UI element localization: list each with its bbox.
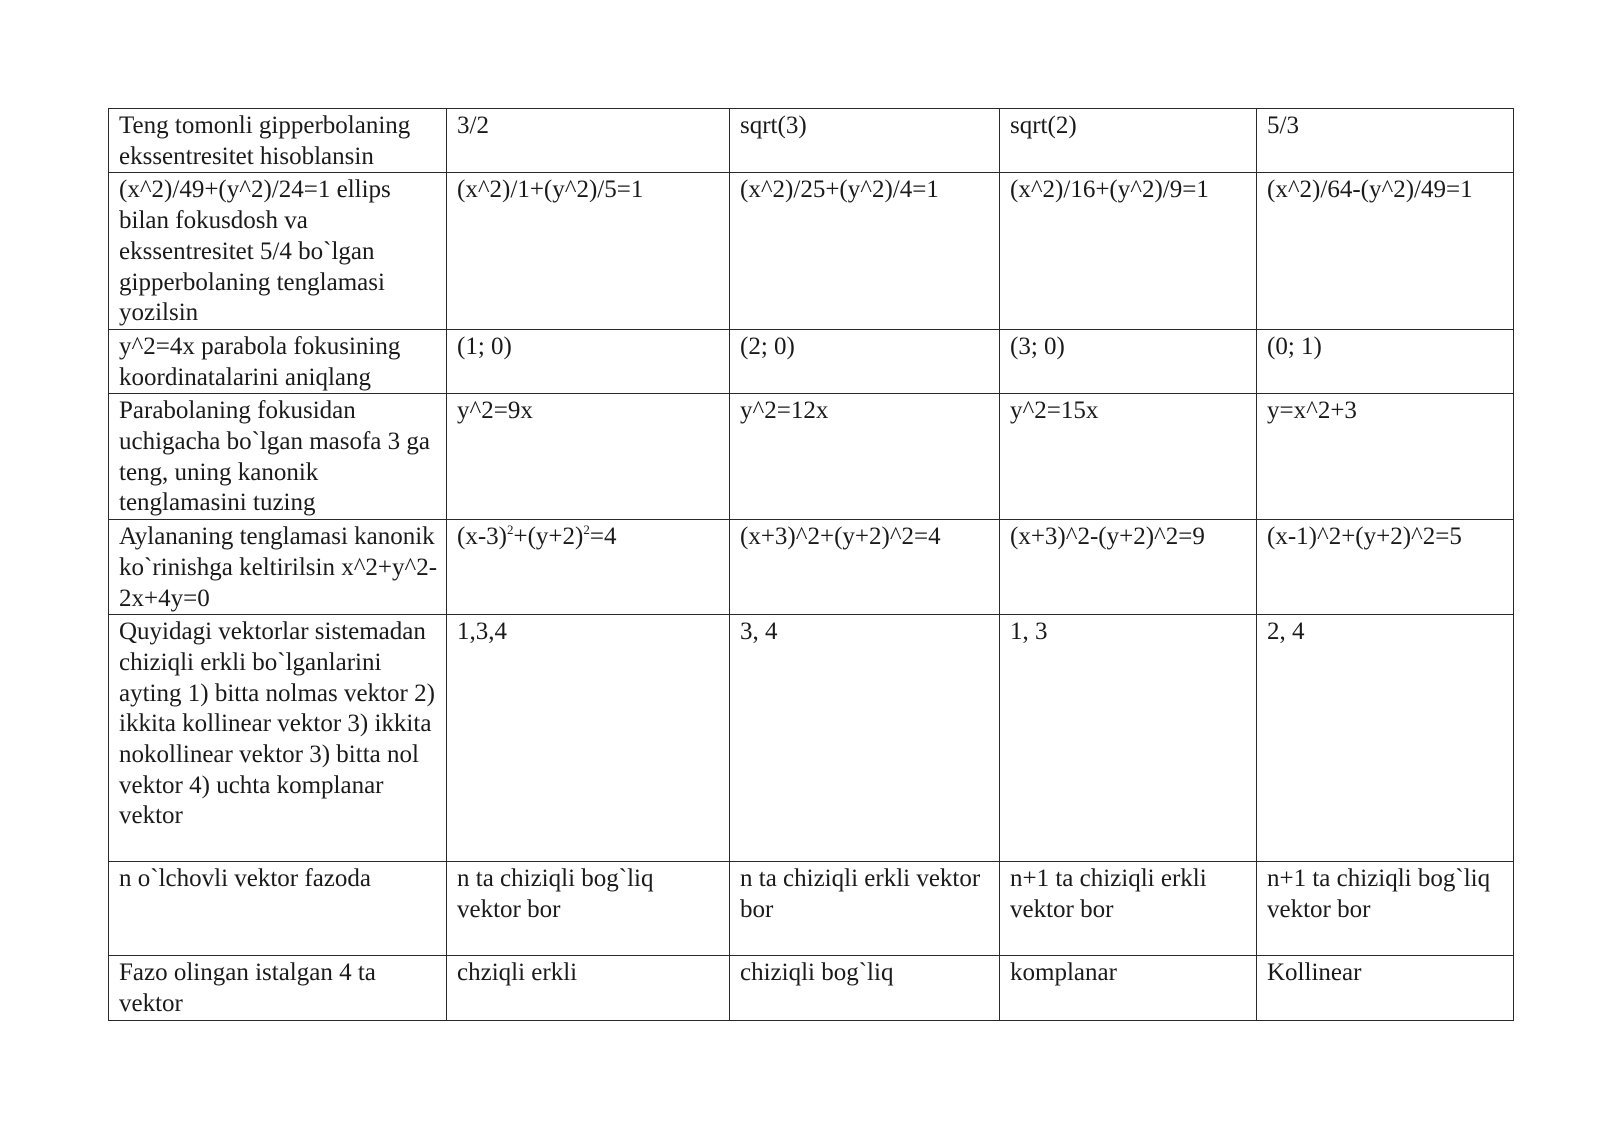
option-cell: (1; 0) [447, 329, 730, 393]
option-cell: 1,3,4 [447, 615, 730, 862]
question-cell: Fazo olingan istalgan 4 ta vektor [109, 956, 447, 1020]
table-row [109, 956, 1514, 1020]
option-cell: chziqli erkli [447, 956, 730, 1020]
question-cell: Teng tomonli gipperbolaning ekssentresitet hisoblansin [109, 109, 447, 173]
option-cell: (x^2)/64-(y^2)/49=1 [1257, 173, 1514, 330]
table-row [109, 329, 1514, 393]
question-cell: Aylananing tenglamasi kanonik ko`rinishga keltirilsin x^2+y^2-2x+4y=0 [109, 520, 447, 615]
option-cell: Kollinear [1257, 956, 1514, 1020]
question-cell: Parabolaning fokusidan uchigacha bo`lgan masofa 3 ga teng, uning kanonik tenglamasini tuzing [109, 394, 447, 520]
table-row [109, 862, 1514, 956]
option-cell: (x+3)^2-(y+2)^2=9 [1000, 520, 1257, 615]
option-cell: n ta chiziqli erkli vektor bor [730, 862, 1000, 956]
option-cell: n ta chiziqli bog`liq vektor bor [447, 862, 730, 956]
equation-part: (x-3) [457, 523, 507, 551]
option-cell: y^2=12x [730, 394, 1000, 520]
exponent: 2 [583, 522, 590, 538]
option-cell: sqrt(3) [730, 109, 1000, 173]
equation-part: +(y+2) [513, 523, 584, 551]
option-cell: 2, 4 [1257, 615, 1514, 862]
option-cell: (0; 1) [1257, 329, 1514, 393]
option-cell: (x^2)/16+(y^2)/9=1 [1000, 173, 1257, 330]
option-cell: sqrt(2) [1000, 109, 1257, 173]
question-cell: y^2=4x parabola fokusining koordinatalarini aniqlang [109, 329, 447, 393]
exponent: 2 [506, 522, 514, 538]
option-cell: y^2=15x [1000, 394, 1257, 520]
option-cell: komplanar [1000, 956, 1257, 1020]
table-row [109, 109, 1514, 173]
question-cell: n o`lchovli vektor fazoda [109, 862, 447, 956]
option-cell: (x+3)^2+(y+2)^2=4 [730, 520, 1000, 615]
question-cell: Quyidagi vektorlar sistemadan chiziqli erkli bo`lganlarini ayting 1) bitta nolmas vektor 2) ikkita kollinear vektor 3) ikkita nokollinear vektor 3) bitta nol vektor 4) uchta komplanar vektor [109, 615, 447, 862]
option-cell: n+1 ta chiziqli erkli vektor bor [1000, 862, 1257, 956]
table-row [109, 173, 1514, 330]
table-row [109, 394, 1514, 520]
table-row [109, 520, 1514, 615]
option-cell: (3; 0) [1000, 329, 1257, 393]
table-row [109, 615, 1514, 862]
option-cell: n+1 ta chiziqli bog`liq vektor bor [1257, 862, 1514, 956]
option-cell: (x^2)/25+(y^2)/4=1 [730, 173, 1000, 330]
question-cell: (x^2)/49+(y^2)/24=1 ellips bilan fokusdosh va ekssentresitet 5/4 bo`lgan gipperbolaning tenglamasi yozilsin [109, 173, 447, 330]
option-cell: 3, 4 [730, 615, 1000, 862]
option-cell: (x-1)^2+(y+2)^2=5 [1257, 520, 1514, 615]
equation-part: =4 [589, 523, 617, 551]
option-cell: y^2=9x [447, 394, 730, 520]
option-cell: (x^2)/1+(y^2)/5=1 [447, 173, 730, 330]
option-cell: (2; 0) [730, 329, 1000, 393]
quiz-table [108, 108, 1514, 1021]
option-cell: y=x^2+3 [1257, 394, 1514, 520]
option-cell: 3/2 [447, 109, 730, 173]
option-cell: 5/3 [1257, 109, 1514, 173]
option-cell: 1, 3 [1000, 615, 1257, 862]
option-cell: chiziqli bog`liq [730, 956, 1000, 1020]
option-cell-superscript-equation [447, 520, 730, 615]
